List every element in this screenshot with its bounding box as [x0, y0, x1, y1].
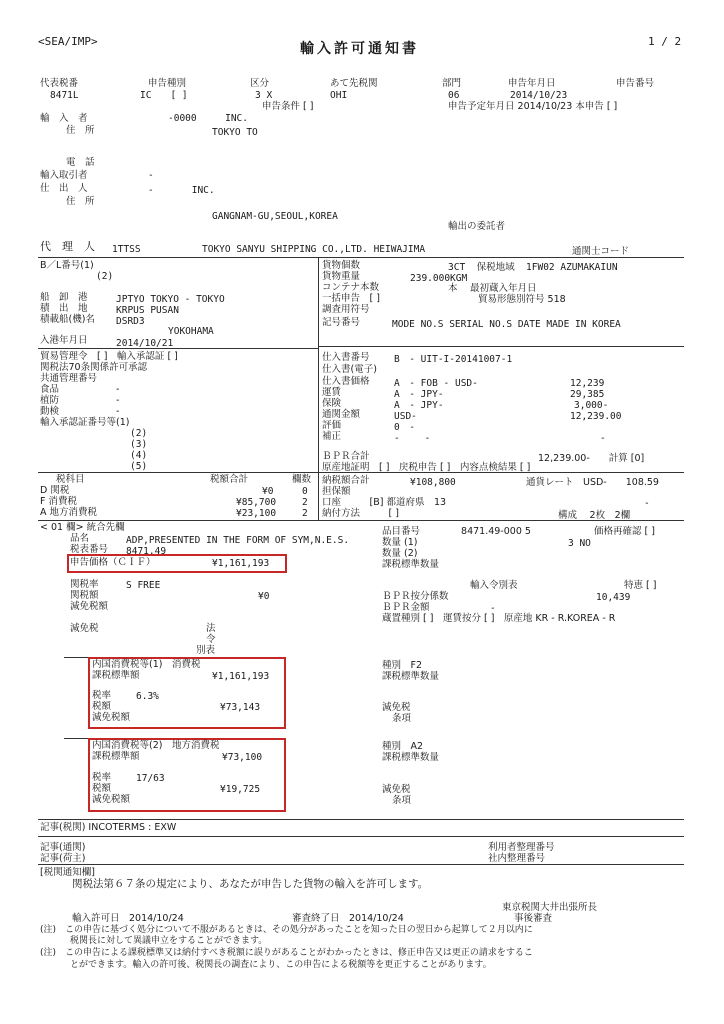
approval-no-1: 輸入承認証番号等(1) [40, 417, 130, 428]
hs-code-label: 税表番号 [70, 544, 109, 555]
local-tax-value: ¥23,100 [236, 508, 277, 519]
adjustment-value: - - [394, 433, 431, 444]
vessel-port: YOKOHAMA [168, 326, 214, 337]
bpr-coef-value: 10,439 [596, 592, 631, 603]
law-label: 法 [206, 623, 216, 634]
divider [64, 657, 88, 658]
ltax-base-label: 課税標準額 [92, 751, 140, 762]
bpr-amount-label: ＢＰＲ金額 [382, 602, 430, 613]
doc-type-label: <SEA/IMP> [38, 35, 98, 48]
tax-total-header: 税額合計 [210, 474, 249, 485]
weight-label: 貨物重量 [322, 271, 361, 282]
ltax-clause: 条項 [392, 795, 412, 806]
bpr-total-value: 12,239.00- 計算 [0] [538, 453, 645, 464]
customs-remarks: 記事(税関) INCOTERMS : EXW [40, 822, 177, 833]
customs-office-label: あて先税関 [330, 78, 378, 89]
insurance-terms: A - JPY- [394, 400, 444, 411]
divider [38, 819, 684, 820]
ctax-rate-value: 6.3% [136, 691, 159, 702]
duty-amount-value: ¥0 [258, 591, 270, 602]
container-value: 本 最初蔵入年月日 [448, 283, 537, 294]
ltax-reduction-label: 減免税額 [92, 794, 131, 805]
dept-label: 部門 [442, 78, 462, 89]
ctax-rate-label: 税率 [92, 690, 112, 701]
divider [38, 864, 684, 865]
freight-label: 運賃 [322, 387, 342, 398]
ltax-amount-value: ¥19,725 [220, 784, 261, 795]
animal-check: 動検 - [40, 406, 120, 417]
item-section-header: < 01 欄> 統合先欄 [40, 522, 125, 533]
page-number: 1 / 2 [648, 35, 682, 48]
importer-value: -0000 INC. [168, 113, 248, 124]
consumption-tax-count: 2 [302, 497, 308, 508]
adjustment-amount: - [600, 433, 606, 444]
packages-label: 貨物個数 [322, 260, 361, 271]
common-control-no: 共通管理番号 [40, 373, 98, 384]
loading-place-value: KRPUS PUSAN [116, 305, 179, 316]
customs-act-70: 関税法70条関係許可承認 [40, 362, 148, 373]
tax-count-header: 欄数 [292, 474, 312, 485]
agent-code: 1TTSS [112, 244, 141, 255]
item-code: 品目番号 8471.49-000 5 [382, 526, 531, 537]
price-reconfirm: 価格再確認 [ ] [594, 526, 655, 537]
ltax-taxable-qty: 課税標準数量 [382, 752, 440, 763]
duty-amount-label: 関税額 [70, 590, 99, 601]
consumption-tax-header: 内国消費税等(1) 消費税 [92, 659, 201, 670]
division-label: 区分 [250, 78, 270, 89]
decl-date-label: 申告年月日 [508, 78, 556, 89]
loading-place-label: 積 出 地 [40, 303, 88, 314]
ltax-base-value: ¥73,100 [222, 752, 263, 763]
valuation-value: 0 - [394, 422, 415, 433]
arrival-date-value: 2014/10/21 [116, 338, 174, 349]
total-payment-label: 納税額合計 [322, 475, 370, 486]
ctax-base-value: ¥1,161,193 [212, 671, 270, 682]
bpr-amount-value: - [490, 603, 496, 614]
valuation-label: 評価 [322, 420, 342, 431]
agent-value: TOKYO SANYU SHIPPING CO.,LTD. HEIWAJIMA [202, 244, 426, 255]
caution-2a: (注) この申告による課税標準又は納付すべき税額に誤りがあることがわかったときは、修正申告又は更正の請求をするこ [40, 948, 533, 958]
ltax-rate-label: 税率 [92, 772, 112, 783]
insurance-label: 保険 [322, 398, 342, 409]
ltax-rate-value: 17/63 [136, 773, 165, 784]
item-name-label: 品名 [70, 533, 90, 544]
plant-check: 植防 - [40, 395, 120, 406]
caution-1a: (注) この申告に基づく処分について不服があるときは、その処分があったことを知った日の翌日から起算して２月以内に [40, 925, 533, 935]
customs-notice-header: [税関通知欄] [40, 867, 95, 878]
appendix-label: 別表 [196, 645, 216, 656]
customs-value-currency: USD- [394, 411, 417, 422]
ltax-amount-label: 税額 [92, 783, 112, 794]
security-label: 担保額 [322, 486, 351, 497]
qty-1-value: 3 NO [568, 538, 591, 549]
duty-reduction-label: 減免税額 [70, 601, 109, 612]
hs-code-value: 8471.49 [126, 546, 167, 557]
cif-label: 申告価格（ＣＩＦ） [70, 557, 156, 568]
payment-method-row: 納付方法 [ ] [322, 508, 399, 519]
invoice-no-value: B - UIT-I-20141007-1 [394, 354, 513, 365]
storage-origin-row: 蔵置種別 [ ] 運賃按分 [ ] 原産地 KR - R.KOREA - R [382, 613, 616, 624]
ctax-amount-label: 税額 [92, 701, 112, 712]
tax-item-header: 税科目 [56, 474, 85, 485]
importer-address-label: 住 所 [66, 125, 95, 136]
divider [38, 520, 684, 521]
ctax-exemption: 減免税 [382, 702, 411, 713]
weight-value: 239.000KGM [410, 273, 468, 284]
unload-port-value: JPTYO TOKYO - TOKYO [116, 294, 225, 305]
permit-statement: 関税法第６７条の規定により、あなたが申告した貨物の輸入を許可します。 [72, 878, 429, 890]
composition: 構成 2枚 2欄 [558, 510, 631, 521]
qty-1-label: 数量 (1) [382, 537, 418, 548]
ordinance-label: 令 [206, 634, 216, 645]
shipper-value: - INC. [148, 185, 215, 196]
divider [38, 348, 318, 349]
invoice-price-value: 12,239 [570, 378, 605, 389]
invoice-electronic-label: 仕入書(電子) [322, 364, 377, 375]
preferential: 特恵 [ ] [624, 580, 657, 591]
local-tax-count: 2 [302, 508, 308, 519]
divider [318, 472, 319, 520]
importer-label: 輸 入 者 [40, 113, 88, 124]
decl-no-label: 申告番号 [616, 78, 655, 89]
customs-value-amount: 12,239.00 [570, 411, 622, 422]
customs-duty-count: 0 [302, 486, 308, 497]
broker-remarks: 記事(通関) [40, 842, 86, 853]
ltax-exemption: 減免税 [382, 784, 411, 795]
importer-address-value: TOKYO TO [212, 127, 258, 138]
internal-ref-no: 社内整理番号 [488, 853, 546, 864]
bl-no-2: (2) [96, 271, 114, 282]
adjustment-label: 補正 [322, 431, 342, 442]
divider [38, 472, 684, 473]
handler-label: 輸入取引者 [40, 170, 88, 181]
arrival-date-label: 入港年月日 [40, 335, 88, 346]
ctax-kind: 種別 F2 [382, 660, 423, 671]
customs-duty-value: ¥0 [262, 486, 274, 497]
agent-label: 代 理 人 [40, 240, 95, 253]
decl-date-value: 2014/10/23 [510, 90, 568, 101]
marks-value: MODE NO.S SERIAL NO.S DATE MADE IN KOREA [392, 319, 621, 330]
unload-port-label: 船 卸 港 [40, 292, 88, 303]
survey-code-label: 調査用符号 [322, 304, 370, 315]
invoice-no-label: 仕入書番号 [322, 352, 370, 363]
phone-label: 電 話 [66, 157, 95, 168]
ltax-kind: 種別 A2 [382, 741, 424, 752]
approval-no-3: (3) [130, 439, 148, 450]
ctax-taxable-qty: 課税標準数量 [382, 671, 440, 682]
decl-type-label: 申告種別 [148, 78, 187, 89]
account-row: 口座 [B] 都道府県 13 [322, 497, 447, 508]
shipper-address-value: GANGNAM-GU,SEOUL,KOREA [212, 211, 338, 222]
invoice-price-label: 仕入書価格 [322, 376, 370, 387]
insurance-value: 3,000- [574, 400, 609, 411]
bpr-coef-label: ＢＰＲ按分係数 [382, 591, 449, 602]
invoice-price-terms: A - FOB - USD- [394, 378, 478, 389]
divider [318, 257, 319, 472]
exemption-label: 減免税 [70, 623, 99, 634]
customs-office-name: 東京税関大井出張所長 [502, 902, 598, 913]
division-value: 3 X [255, 90, 273, 101]
approval-no-5: (5) [130, 461, 148, 472]
vessel-label: 積載船(機)名 [40, 314, 95, 325]
bulk-decl-label: 一括申告 [ ] [322, 293, 380, 304]
cif-value: ¥1,161,193 [212, 558, 270, 569]
post-audit: 事後審査 [514, 913, 553, 924]
export-agent-label: 輸出の委託者 [448, 221, 506, 232]
taxable-qty-label: 課税標準数量 [382, 559, 440, 570]
marks-label: 記号番号 [322, 317, 361, 328]
divider [64, 738, 88, 739]
shipper-label: 仕 出 人 [40, 183, 88, 194]
local-tax-header: 内国消費税等(2) 地方消費税 [92, 740, 220, 751]
customs-value-label: 通関金額 [322, 409, 361, 420]
planned-decl-date: 申告予定年月日 2014/10/23 本申告 [ ] [448, 101, 618, 112]
vessel-value: DSRD3 [116, 316, 145, 327]
bl-no-label: B／L番号(1) [40, 260, 94, 271]
dept-value: 06 [448, 90, 460, 101]
review-end-date: 審査終了日 2014/10/24 [292, 913, 404, 924]
container-label: コンテナ本数 [322, 282, 380, 293]
divider [318, 346, 684, 347]
caution-2b: とができます。輸入の許可後、税関長の調査により、この申告による税額等を更正することがあります。 [70, 960, 492, 970]
duty-rate-label: 関税率 [70, 579, 99, 590]
origin-cert-row: 原産地証明 [ ] 戻税申告 [ ] 内容点検結果 [ ] [322, 462, 531, 473]
duty-rate-value: S FREE [126, 580, 161, 591]
import-order-table: 輸入令別表 [470, 580, 518, 591]
divider [38, 257, 684, 258]
shipper-address-label: 住 所 [66, 196, 95, 207]
approval-no-4: (4) [130, 450, 148, 461]
ctax-reduction-label: 減免税額 [92, 712, 131, 723]
decl-condition: 申告条件 [ ] [262, 101, 314, 112]
trade-type-value: 貿易形態別符号 518 [478, 294, 566, 305]
customs-duty-label: D 関税 [40, 485, 70, 496]
ctax-clause: 条項 [392, 713, 412, 724]
trade-control: 貿易管理令 [ ] 輸入承認証 [ ] [40, 351, 178, 362]
consumption-tax-label: F 消費税 [40, 496, 77, 507]
freight-value: 29,385 [570, 389, 605, 400]
item-name-value: ADP,PRESENTED IN THE FORM OF SYM,N.E.S. [126, 535, 350, 546]
qty-2-label: 数量 (2) [382, 548, 418, 559]
packages-value: 3CT 保税地域 1FW02 AZUMAKAIUN [448, 262, 618, 273]
broker-code-label: 通関士コード [572, 246, 630, 257]
caution-1b: 税関長に対して異議申立をすることができます。 [70, 936, 268, 946]
rep-code-value: 8471L [50, 90, 79, 101]
consumption-tax-value: ¥85,700 [236, 497, 277, 508]
ctax-amount-value: ¥73,143 [220, 702, 261, 713]
divider [38, 836, 684, 837]
local-tax-label: A 地方消費税 [40, 507, 98, 518]
freight-terms: A - JPY- [394, 389, 444, 400]
ctax-base-label: 課税標準額 [92, 670, 140, 681]
rep-code-label: 代表税番 [40, 78, 79, 89]
permit-date: 輸入許可日 2014/10/24 [72, 913, 184, 924]
owner-remarks: 記事(荷主) [40, 853, 86, 864]
customs-office-value: OHI [330, 90, 348, 101]
handler-value: - [148, 170, 154, 181]
approval-no-2: (2) [130, 428, 148, 439]
account-dash: - [644, 498, 650, 509]
page-title: 輸入許可通知書 [300, 41, 419, 57]
decl-type-value: IC [ ] [140, 90, 188, 101]
bpr-total-label: ＢＰＲ合計 [322, 451, 370, 462]
user-ref-no: 利用者整理番号 [488, 842, 555, 853]
food-check: 食品 - [40, 384, 120, 395]
total-payment-value: ¥108,800 [410, 477, 456, 488]
exchange-rate: 通貨レート USD- 108.59 [526, 477, 659, 488]
